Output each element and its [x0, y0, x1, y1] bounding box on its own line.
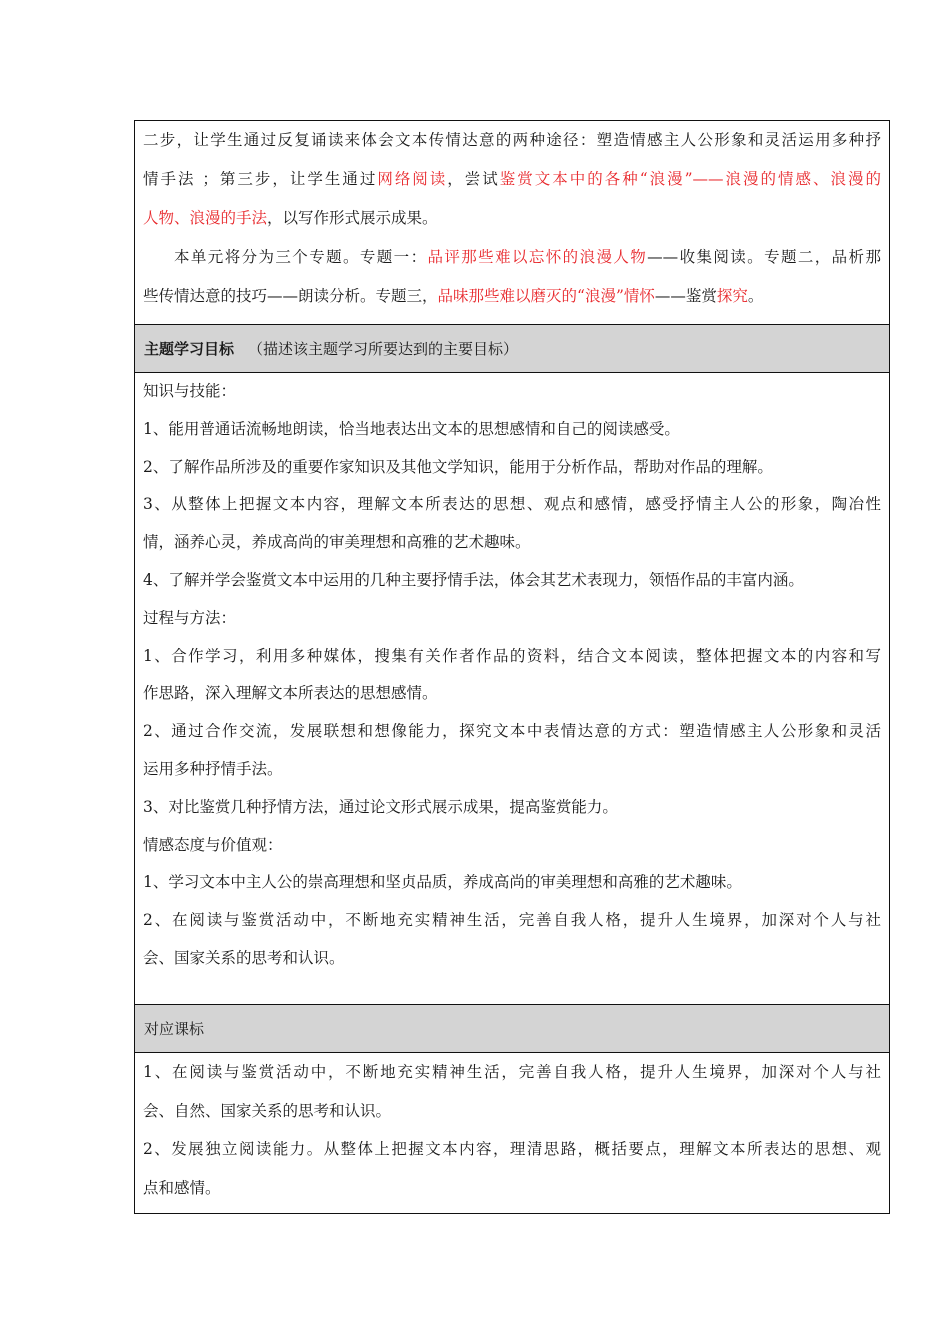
goal-line: 2、了解作品所涉及的重要作家知识及其他文学知识，能用于分析作品，帮助对作品的理解。	[143, 457, 773, 476]
intro-text: 本单元将分为三个专题。专题一：	[174, 248, 428, 266]
goal-line: 1、合作学习，利用多种媒体，搜集有关作者作品的资料，结合文本阅读，整体把握文本的内容和写	[143, 646, 881, 665]
goal-line: 知识与技能：	[143, 382, 237, 400]
goal-line: 会、国家关系的思考和认识。	[143, 948, 345, 967]
goals-section	[135, 373, 889, 1005]
intro-text: 二步，让学生通过反复诵读来体会文本传情达意的两种途径：塑造情感主人公形象和灵活运用多种抒	[143, 131, 881, 149]
standards-title: 对应课标	[144, 1020, 205, 1038]
goals-header	[135, 325, 889, 373]
intro-text: ，以写作形式展示成果。	[267, 209, 438, 227]
lesson-plan-table	[134, 120, 890, 1214]
goals-title: 主题学习目标	[144, 340, 235, 358]
goals-description: （描述该主题学习所要达到的主要目标）	[248, 340, 519, 358]
intro-section	[135, 121, 889, 325]
goal-line: 4、了解并学会鉴赏文本中运用的几种主要抒情手法，体会其艺术表现力，领悟作品的丰富内涵。	[143, 570, 804, 589]
highlight-text: 网络阅读	[377, 170, 448, 188]
goal-line: 1、学习文本中主人公的崇高理想和坚贞品质，养成高尚的审美理想和高雅的艺术趣味。	[143, 873, 742, 892]
highlight-text: 品味那些难以磨灭的“浪漫”情怀	[437, 287, 655, 305]
standard-line: 点和感情。	[143, 1178, 221, 1197]
standard-line: 2、发展独立阅读能力。从整体上把握文本内容，理清思路，概括要点，理解文本所表达的思想、观	[143, 1140, 881, 1158]
goal-line: 作思路，深入理解文本所表达的思想感情。	[143, 684, 438, 703]
intro-line-5	[143, 277, 881, 316]
goal-line: 2、通过合作交流，发展联想和想像能力，探究文本中表情达意的方式：塑造情感主人公形象和灵活	[143, 722, 881, 741]
intro-text: ，尝试	[447, 170, 500, 188]
goal-line: 3、从整体上把握文本内容，理解文本所表达的思想、观点和感情，感受抒情主人公的形象，陶冶性	[143, 495, 881, 514]
goal-line: 情感态度与价值观：	[143, 835, 283, 854]
standards-section	[135, 1053, 889, 1213]
goal-line: 过程与方法：	[143, 608, 237, 627]
intro-text: 情手法 ；第三步，让学生通过	[143, 170, 378, 188]
standard-line: 1、在阅读与鉴赏活动中，不断地充实精神生活，完善自我人格，提升人生境界，加深对个人与社	[143, 1063, 881, 1081]
intro-text: 些传情达意的技巧——朗读分析。专题三，	[143, 287, 438, 305]
highlight-text: 鉴赏文本中的各种“浪漫”——浪漫的情感、浪漫的	[499, 170, 881, 188]
highlight-text: 品评那些难以忘怀的浪漫人物	[427, 248, 648, 266]
intro-text: ——鉴赏	[654, 287, 717, 305]
intro-line-4	[143, 238, 881, 277]
goal-line: 运用多种抒情手法。	[143, 759, 283, 778]
intro-text: 。	[747, 287, 764, 305]
goal-line: 1、能用普通话流畅地朗读，恰当地表达出文本的思想感情和自己的阅读感受。	[143, 419, 680, 438]
intro-line-1	[143, 121, 881, 160]
goal-line: 情，涵养心灵，养成高尚的审美理想和高雅的艺术趣味。	[143, 533, 531, 552]
goal-line: 3、对比鉴赏几种抒情方法，通过论文形式展示成果，提高鉴赏能力。	[143, 797, 618, 816]
intro-text: ——收集阅读。专题二，品析那	[647, 248, 881, 266]
goal-line: 2、在阅读与鉴赏活动中，不断地充实精神生活，完善自我人格，提升人生境界，加深对个人与社	[143, 911, 881, 930]
standards-header	[135, 1005, 889, 1053]
standard-line: 会、自然、国家关系的思考和认识。	[143, 1101, 392, 1120]
intro-line-2	[143, 160, 881, 199]
highlight-text: 人物、浪漫的手法	[143, 209, 268, 227]
intro-line-3	[143, 199, 881, 238]
highlight-text: 探究	[716, 287, 748, 305]
